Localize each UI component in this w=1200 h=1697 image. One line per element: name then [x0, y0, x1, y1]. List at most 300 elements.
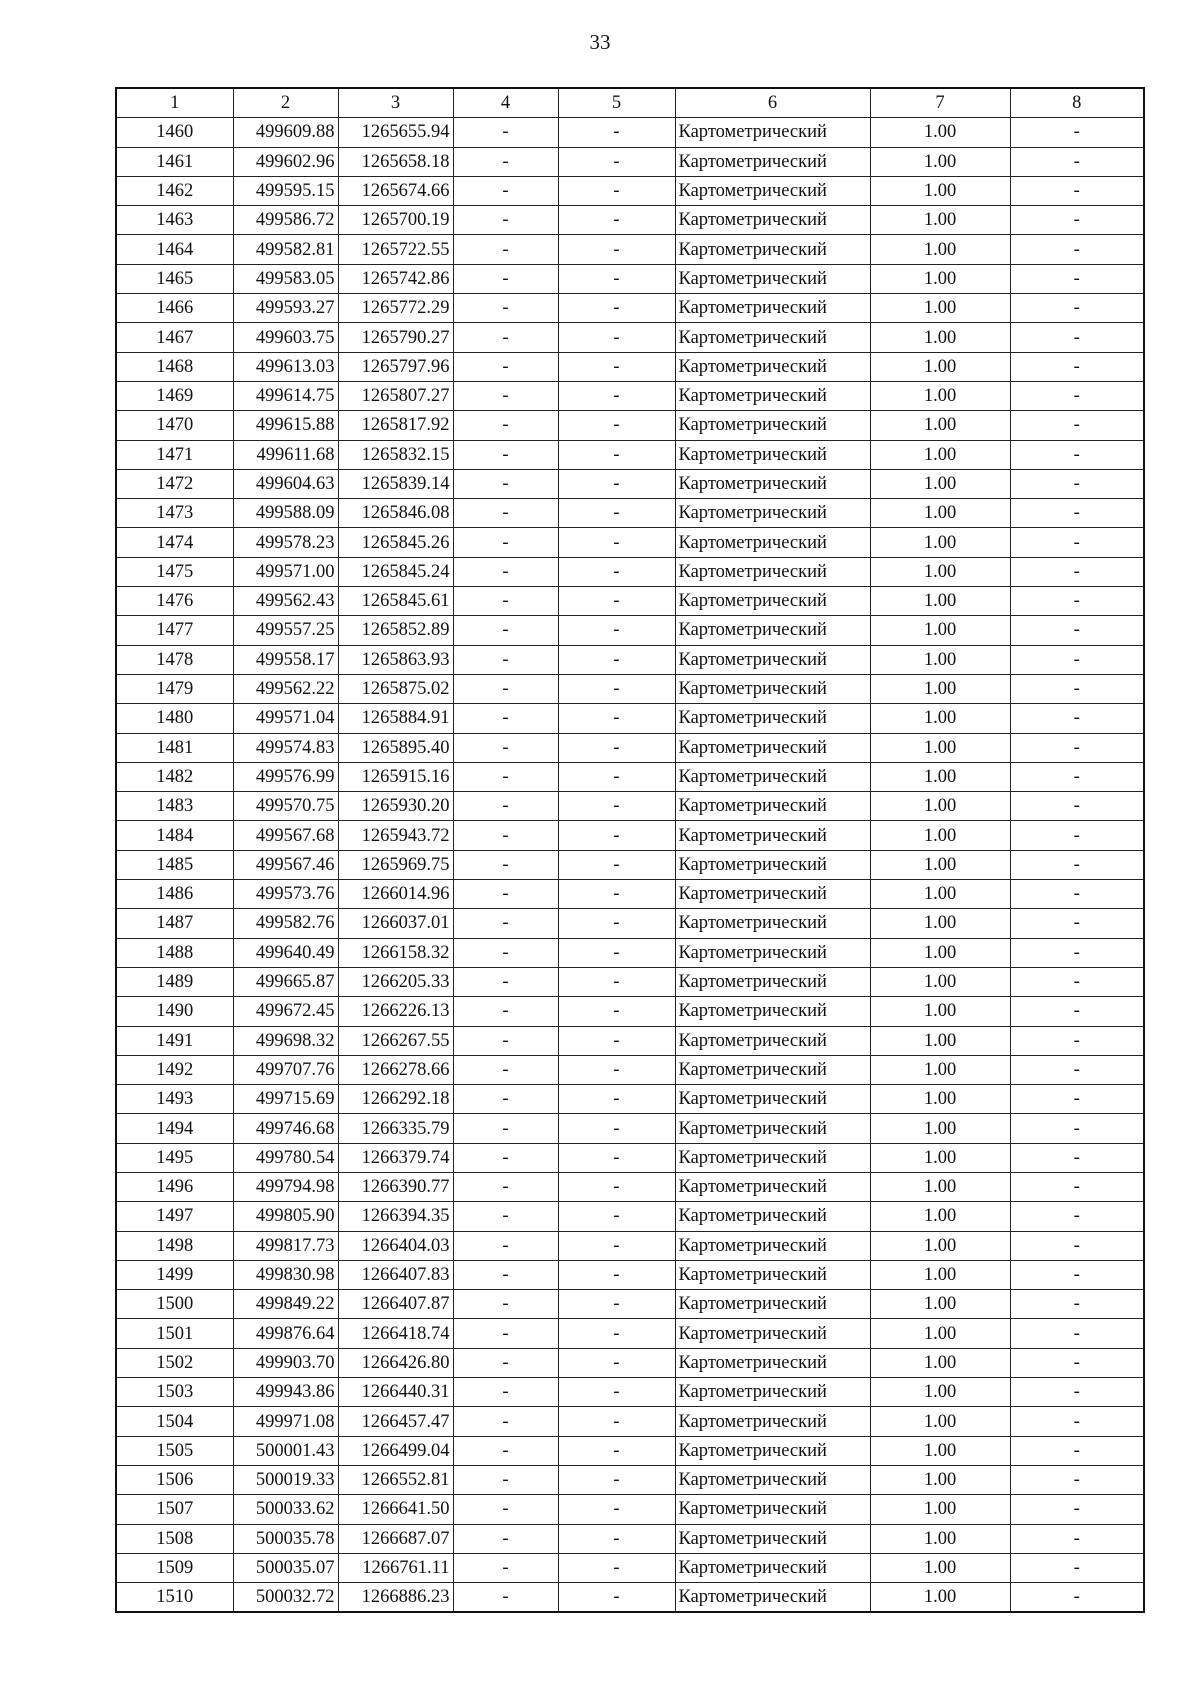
column-5-cell: - — [558, 1143, 675, 1172]
method-cell: Картометрический — [675, 499, 870, 528]
method-cell: Картометрический — [675, 381, 870, 410]
y-coordinate-cell: 1266278.66 — [338, 1055, 453, 1084]
y-coordinate-cell: 1266037.01 — [338, 909, 453, 938]
accuracy-cell: 1.00 — [870, 733, 1010, 762]
table-row — [116, 499, 1144, 528]
method-cell: Картометрический — [675, 352, 870, 381]
point-number-cell: 1460 — [116, 118, 233, 147]
method-cell: Картометрический — [675, 645, 870, 674]
point-number-cell: 1509 — [116, 1553, 233, 1582]
column-4-cell: - — [453, 499, 558, 528]
y-coordinate-cell: 1265863.93 — [338, 645, 453, 674]
column-4-cell: - — [453, 1319, 558, 1348]
column-4-cell: - — [453, 704, 558, 733]
x-coordinate-cell: 499780.54 — [233, 1143, 338, 1172]
column-4-cell: - — [453, 1231, 558, 1260]
x-coordinate-cell: 499817.73 — [233, 1231, 338, 1260]
point-number-cell: 1472 — [116, 469, 233, 498]
point-number-cell: 1505 — [116, 1436, 233, 1465]
column-8-cell: - — [1010, 880, 1144, 909]
y-coordinate-cell: 1266226.13 — [338, 997, 453, 1026]
method-cell: Картометрический — [675, 1231, 870, 1260]
table-row — [116, 1583, 1144, 1613]
method-cell: Картометрический — [675, 1436, 870, 1465]
table-row — [116, 118, 1144, 147]
column-4-cell: - — [453, 264, 558, 293]
table-row — [116, 587, 1144, 616]
column-8-cell: - — [1010, 1553, 1144, 1582]
y-coordinate-cell: 1265807.27 — [338, 381, 453, 410]
table-header-row — [116, 88, 1144, 118]
point-number-cell: 1461 — [116, 147, 233, 176]
y-coordinate-cell: 1266404.03 — [338, 1231, 453, 1260]
x-coordinate-cell: 499715.69 — [233, 1085, 338, 1114]
table-row — [116, 1524, 1144, 1553]
column-8-cell: - — [1010, 850, 1144, 879]
point-number-cell: 1483 — [116, 792, 233, 821]
x-coordinate-cell: 499558.17 — [233, 645, 338, 674]
table-row — [116, 1553, 1144, 1582]
point-number-cell: 1498 — [116, 1231, 233, 1260]
column-5-cell: - — [558, 323, 675, 352]
x-coordinate-cell: 499794.98 — [233, 1172, 338, 1201]
column-4-cell: - — [453, 1114, 558, 1143]
y-coordinate-cell: 1265915.16 — [338, 762, 453, 791]
point-number-cell: 1489 — [116, 967, 233, 996]
column-8-cell: - — [1010, 469, 1144, 498]
point-number-cell: 1486 — [116, 880, 233, 909]
column-header: 2 — [233, 88, 338, 118]
point-number-cell: 1479 — [116, 674, 233, 703]
table-row — [116, 1290, 1144, 1319]
method-cell: Картометрический — [675, 1290, 870, 1319]
accuracy-cell: 1.00 — [870, 1495, 1010, 1524]
column-5-cell: - — [558, 499, 675, 528]
column-4-cell: - — [453, 147, 558, 176]
table-row — [116, 469, 1144, 498]
x-coordinate-cell: 499613.03 — [233, 352, 338, 381]
accuracy-cell: 1.00 — [870, 1172, 1010, 1201]
x-coordinate-cell: 499640.49 — [233, 938, 338, 967]
column-4-cell: - — [453, 792, 558, 821]
table-row — [116, 1055, 1144, 1084]
point-number-cell: 1482 — [116, 762, 233, 791]
column-8-cell: - — [1010, 1114, 1144, 1143]
column-4-cell: - — [453, 1026, 558, 1055]
column-5-cell: - — [558, 645, 675, 674]
column-4-cell: - — [453, 1143, 558, 1172]
column-4-cell: - — [453, 1202, 558, 1231]
column-8-cell: - — [1010, 1583, 1144, 1613]
accuracy-cell: 1.00 — [870, 118, 1010, 147]
column-5-cell: - — [558, 938, 675, 967]
accuracy-cell: 1.00 — [870, 528, 1010, 557]
column-5-cell: - — [558, 997, 675, 1026]
accuracy-cell: 1.00 — [870, 1085, 1010, 1114]
x-coordinate-cell: 499604.63 — [233, 469, 338, 498]
method-cell: Картометрический — [675, 1553, 870, 1582]
method-cell: Картометрический — [675, 176, 870, 205]
y-coordinate-cell: 1265852.89 — [338, 616, 453, 645]
column-4-cell: - — [453, 616, 558, 645]
x-coordinate-cell: 499582.81 — [233, 235, 338, 264]
table-row — [116, 704, 1144, 733]
table-row — [116, 176, 1144, 205]
column-8-cell: - — [1010, 176, 1144, 205]
y-coordinate-cell: 1266499.04 — [338, 1436, 453, 1465]
column-5-cell: - — [558, 1202, 675, 1231]
y-coordinate-cell: 1265930.20 — [338, 792, 453, 821]
table-row — [116, 440, 1144, 469]
column-4-cell: - — [453, 1436, 558, 1465]
method-cell: Картометрический — [675, 733, 870, 762]
column-8-cell: - — [1010, 1436, 1144, 1465]
accuracy-cell: 1.00 — [870, 469, 1010, 498]
column-8-cell: - — [1010, 147, 1144, 176]
column-5-cell: - — [558, 1524, 675, 1553]
x-coordinate-cell: 499707.76 — [233, 1055, 338, 1084]
method-cell: Картометрический — [675, 1172, 870, 1201]
y-coordinate-cell: 1265969.75 — [338, 850, 453, 879]
column-5-cell: - — [558, 1407, 675, 1436]
column-4-cell: - — [453, 733, 558, 762]
point-number-cell: 1506 — [116, 1465, 233, 1494]
column-4-cell: - — [453, 381, 558, 410]
method-cell: Картометрический — [675, 557, 870, 586]
y-coordinate-cell: 1265674.66 — [338, 176, 453, 205]
table-row — [116, 733, 1144, 762]
column-8-cell: - — [1010, 821, 1144, 850]
column-8-cell: - — [1010, 733, 1144, 762]
point-number-cell: 1467 — [116, 323, 233, 352]
column-5-cell: - — [558, 1231, 675, 1260]
y-coordinate-cell: 1266292.18 — [338, 1085, 453, 1114]
method-cell: Картометрический — [675, 1202, 870, 1231]
accuracy-cell: 1.00 — [870, 1348, 1010, 1377]
column-5-cell: - — [558, 440, 675, 469]
method-cell: Картометрический — [675, 704, 870, 733]
y-coordinate-cell: 1266014.96 — [338, 880, 453, 909]
x-coordinate-cell: 499903.70 — [233, 1348, 338, 1377]
column-5-cell: - — [558, 352, 675, 381]
column-8-cell: - — [1010, 1026, 1144, 1055]
point-number-cell: 1500 — [116, 1290, 233, 1319]
column-4-cell: - — [453, 909, 558, 938]
method-cell: Картометрический — [675, 1495, 870, 1524]
accuracy-cell: 1.00 — [870, 1143, 1010, 1172]
column-4-cell: - — [453, 1465, 558, 1494]
column-header: 5 — [558, 88, 675, 118]
column-8-cell: - — [1010, 909, 1144, 938]
column-8-cell: - — [1010, 1378, 1144, 1407]
column-5-cell: - — [558, 528, 675, 557]
column-4-cell: - — [453, 206, 558, 235]
accuracy-cell: 1.00 — [870, 1114, 1010, 1143]
accuracy-cell: 1.00 — [870, 1202, 1010, 1231]
accuracy-cell: 1.00 — [870, 1260, 1010, 1289]
column-5-cell: - — [558, 206, 675, 235]
column-4-cell: - — [453, 1290, 558, 1319]
point-number-cell: 1474 — [116, 528, 233, 557]
column-4-cell: - — [453, 1348, 558, 1377]
column-5-cell: - — [558, 235, 675, 264]
table-row — [116, 1407, 1144, 1436]
x-coordinate-cell: 499562.22 — [233, 674, 338, 703]
method-cell: Картометрический — [675, 616, 870, 645]
column-5-cell: - — [558, 381, 675, 410]
x-coordinate-cell: 499602.96 — [233, 147, 338, 176]
x-coordinate-cell: 499562.43 — [233, 587, 338, 616]
column-4-cell: - — [453, 294, 558, 323]
column-8-cell: - — [1010, 645, 1144, 674]
point-number-cell: 1484 — [116, 821, 233, 850]
point-number-cell: 1496 — [116, 1172, 233, 1201]
column-8-cell: - — [1010, 440, 1144, 469]
column-8-cell: - — [1010, 1231, 1144, 1260]
column-8-cell: - — [1010, 674, 1144, 703]
y-coordinate-cell: 1266390.77 — [338, 1172, 453, 1201]
column-5-cell: - — [558, 1026, 675, 1055]
method-cell: Картометрический — [675, 235, 870, 264]
point-number-cell: 1493 — [116, 1085, 233, 1114]
table-row — [116, 1026, 1144, 1055]
point-number-cell: 1469 — [116, 381, 233, 410]
column-5-cell: - — [558, 1055, 675, 1084]
column-header: 1 — [116, 88, 233, 118]
point-number-cell: 1488 — [116, 938, 233, 967]
method-cell: Картометрический — [675, 938, 870, 967]
y-coordinate-cell: 1266687.07 — [338, 1524, 453, 1553]
column-5-cell: - — [558, 469, 675, 498]
table-row — [116, 674, 1144, 703]
column-8-cell: - — [1010, 206, 1144, 235]
method-cell: Картометрический — [675, 294, 870, 323]
method-cell: Картометрический — [675, 1260, 870, 1289]
column-8-cell: - — [1010, 1348, 1144, 1377]
table-row — [116, 645, 1144, 674]
column-5-cell: - — [558, 411, 675, 440]
table-row — [116, 206, 1144, 235]
x-coordinate-cell: 499609.88 — [233, 118, 338, 147]
y-coordinate-cell: 1265846.08 — [338, 499, 453, 528]
accuracy-cell: 1.00 — [870, 147, 1010, 176]
table-row — [116, 938, 1144, 967]
method-cell: Картометрический — [675, 1524, 870, 1553]
x-coordinate-cell: 499583.05 — [233, 264, 338, 293]
y-coordinate-cell: 1265817.92 — [338, 411, 453, 440]
column-4-cell: - — [453, 645, 558, 674]
column-header: 4 — [453, 88, 558, 118]
table-row — [116, 616, 1144, 645]
column-5-cell: - — [558, 118, 675, 147]
column-8-cell: - — [1010, 411, 1144, 440]
method-cell: Картометрический — [675, 587, 870, 616]
y-coordinate-cell: 1266407.83 — [338, 1260, 453, 1289]
point-number-cell: 1481 — [116, 733, 233, 762]
column-header: 3 — [338, 88, 453, 118]
column-5-cell: - — [558, 1378, 675, 1407]
column-8-cell: - — [1010, 704, 1144, 733]
y-coordinate-cell: 1265772.29 — [338, 294, 453, 323]
point-number-cell: 1468 — [116, 352, 233, 381]
method-cell: Картометрический — [675, 880, 870, 909]
column-5-cell: - — [558, 1553, 675, 1582]
table-row — [116, 821, 1144, 850]
method-cell: Картометрический — [675, 1143, 870, 1172]
column-5-cell: - — [558, 1348, 675, 1377]
column-5-cell: - — [558, 1436, 675, 1465]
column-5-cell: - — [558, 1583, 675, 1613]
column-8-cell: - — [1010, 587, 1144, 616]
method-cell: Картометрический — [675, 411, 870, 440]
accuracy-cell: 1.00 — [870, 499, 1010, 528]
table-row — [116, 1378, 1144, 1407]
point-number-cell: 1485 — [116, 850, 233, 879]
method-cell: Картометрический — [675, 147, 870, 176]
table-row — [116, 1348, 1144, 1377]
column-8-cell: - — [1010, 1495, 1144, 1524]
accuracy-cell: 1.00 — [870, 1378, 1010, 1407]
table-row — [116, 1114, 1144, 1143]
method-cell: Картометрический — [675, 1583, 870, 1613]
column-5-cell: - — [558, 176, 675, 205]
x-coordinate-cell: 499849.22 — [233, 1290, 338, 1319]
accuracy-cell: 1.00 — [870, 1319, 1010, 1348]
method-cell: Картометрический — [675, 528, 870, 557]
method-cell: Картометрический — [675, 1465, 870, 1494]
table-row — [116, 411, 1144, 440]
column-header: 8 — [1010, 88, 1144, 118]
point-number-cell: 1501 — [116, 1319, 233, 1348]
accuracy-cell: 1.00 — [870, 704, 1010, 733]
column-5-cell: - — [558, 587, 675, 616]
point-number-cell: 1491 — [116, 1026, 233, 1055]
x-coordinate-cell: 499672.45 — [233, 997, 338, 1026]
accuracy-cell: 1.00 — [870, 1465, 1010, 1494]
y-coordinate-cell: 1265845.61 — [338, 587, 453, 616]
y-coordinate-cell: 1266335.79 — [338, 1114, 453, 1143]
y-coordinate-cell: 1265658.18 — [338, 147, 453, 176]
column-4-cell: - — [453, 1085, 558, 1114]
x-coordinate-cell: 499573.76 — [233, 880, 338, 909]
point-number-cell: 1494 — [116, 1114, 233, 1143]
y-coordinate-cell: 1266641.50 — [338, 1495, 453, 1524]
y-coordinate-cell: 1265722.55 — [338, 235, 453, 264]
column-4-cell: - — [453, 762, 558, 791]
point-number-cell: 1508 — [116, 1524, 233, 1553]
column-8-cell: - — [1010, 1172, 1144, 1201]
y-coordinate-cell: 1265943.72 — [338, 821, 453, 850]
x-coordinate-cell: 499582.76 — [233, 909, 338, 938]
column-5-cell: - — [558, 1260, 675, 1289]
column-4-cell: - — [453, 938, 558, 967]
column-8-cell: - — [1010, 1143, 1144, 1172]
column-5-cell: - — [558, 616, 675, 645]
method-cell: Картометрический — [675, 821, 870, 850]
table-row — [116, 1231, 1144, 1260]
column-5-cell: - — [558, 792, 675, 821]
y-coordinate-cell: 1265875.02 — [338, 674, 453, 703]
y-coordinate-cell: 1266205.33 — [338, 967, 453, 996]
column-8-cell: - — [1010, 762, 1144, 791]
table-row — [116, 528, 1144, 557]
column-5-cell: - — [558, 880, 675, 909]
column-8-cell: - — [1010, 1407, 1144, 1436]
column-4-cell: - — [453, 1495, 558, 1524]
coordinates-table — [115, 87, 1145, 1613]
method-cell: Картометрический — [675, 118, 870, 147]
x-coordinate-cell: 500019.33 — [233, 1465, 338, 1494]
method-cell: Картометрический — [675, 792, 870, 821]
column-5-cell: - — [558, 674, 675, 703]
point-number-cell: 1464 — [116, 235, 233, 264]
column-5-cell: - — [558, 1319, 675, 1348]
method-cell: Картометрический — [675, 1085, 870, 1114]
accuracy-cell: 1.00 — [870, 206, 1010, 235]
accuracy-cell: 1.00 — [870, 352, 1010, 381]
column-8-cell: - — [1010, 1290, 1144, 1319]
x-coordinate-cell: 499746.68 — [233, 1114, 338, 1143]
column-5-cell: - — [558, 762, 675, 791]
y-coordinate-cell: 1266379.74 — [338, 1143, 453, 1172]
table-body — [116, 118, 1144, 1613]
column-header: 6 — [675, 88, 870, 118]
point-number-cell: 1477 — [116, 616, 233, 645]
x-coordinate-cell: 499570.75 — [233, 792, 338, 821]
point-number-cell: 1502 — [116, 1348, 233, 1377]
x-coordinate-cell: 499665.87 — [233, 967, 338, 996]
column-4-cell: - — [453, 352, 558, 381]
table-row — [116, 762, 1144, 791]
table-row — [116, 1172, 1144, 1201]
x-coordinate-cell: 499576.99 — [233, 762, 338, 791]
column-5-cell: - — [558, 1114, 675, 1143]
column-4-cell: - — [453, 1172, 558, 1201]
table-row — [116, 792, 1144, 821]
method-cell: Картометрический — [675, 1407, 870, 1436]
column-5-cell: - — [558, 909, 675, 938]
column-4-cell: - — [453, 997, 558, 1026]
column-4-cell: - — [453, 1407, 558, 1436]
column-8-cell: - — [1010, 1085, 1144, 1114]
accuracy-cell: 1.00 — [870, 1524, 1010, 1553]
point-number-cell: 1466 — [116, 294, 233, 323]
column-4-cell: - — [453, 176, 558, 205]
table-row — [116, 264, 1144, 293]
y-coordinate-cell: 1265845.26 — [338, 528, 453, 557]
column-8-cell: - — [1010, 557, 1144, 586]
x-coordinate-cell: 500035.07 — [233, 1553, 338, 1582]
method-cell: Картометрический — [675, 762, 870, 791]
y-coordinate-cell: 1266426.80 — [338, 1348, 453, 1377]
column-5-cell: - — [558, 967, 675, 996]
column-4-cell: - — [453, 850, 558, 879]
x-coordinate-cell: 499557.25 — [233, 616, 338, 645]
x-coordinate-cell: 499614.75 — [233, 381, 338, 410]
accuracy-cell: 1.00 — [870, 1436, 1010, 1465]
y-coordinate-cell: 1266418.74 — [338, 1319, 453, 1348]
table-row — [116, 880, 1144, 909]
accuracy-cell: 1.00 — [870, 850, 1010, 879]
method-cell: Картометрический — [675, 323, 870, 352]
column-4-cell: - — [453, 235, 558, 264]
x-coordinate-cell: 499971.08 — [233, 1407, 338, 1436]
y-coordinate-cell: 1265839.14 — [338, 469, 453, 498]
table-row — [116, 1319, 1144, 1348]
column-8-cell: - — [1010, 997, 1144, 1026]
table-row — [116, 294, 1144, 323]
x-coordinate-cell: 499567.68 — [233, 821, 338, 850]
